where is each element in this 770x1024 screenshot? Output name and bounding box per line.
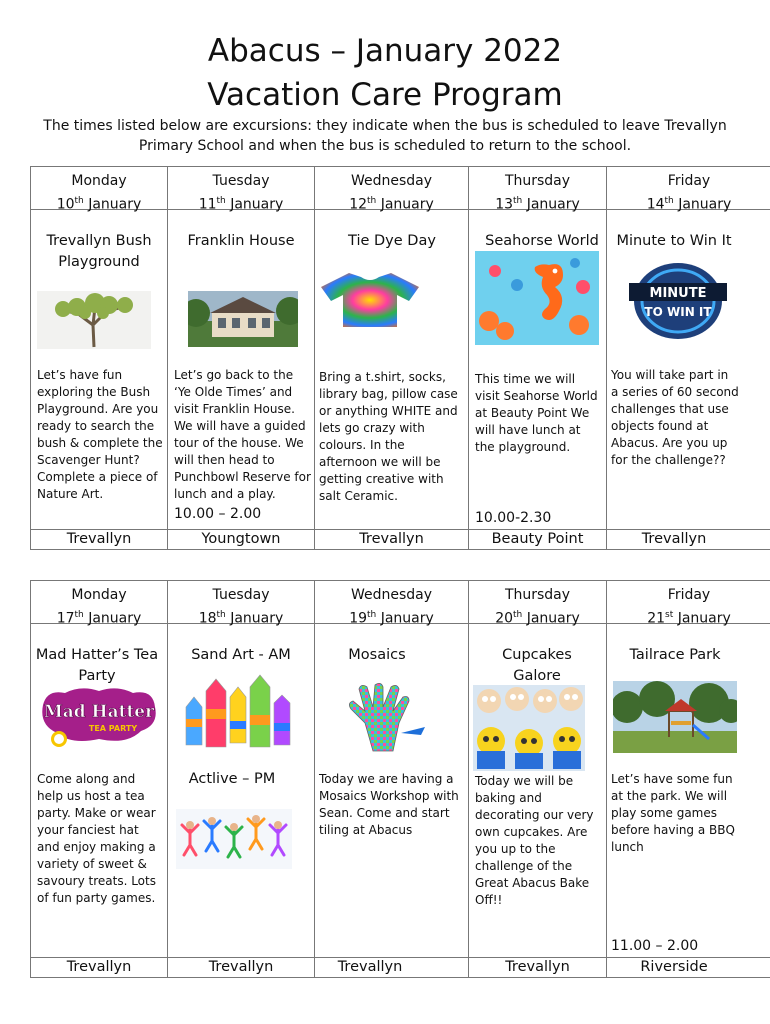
day-name: Wednesday	[350, 587, 433, 603]
day-name: Tuesday	[212, 173, 270, 189]
day-column-mon-17	[31, 581, 168, 977]
subtitle: The times listed below are excursions: they indicate when the bus is scheduled to leave Trevallyn Primary School and when the bus is scheduled to return to the school.	[43, 118, 727, 154]
location-label: Trevallyn	[359, 531, 424, 547]
activity-description: Let’s go back to the ‘Ye Olde Times’ and visit Franklin House. We will have a guided tour of the house. We will then head to Punchbowl Reserve for lunch and a play.	[174, 368, 311, 501]
day-name: Monday	[71, 173, 127, 189]
location-label: Trevallyn	[208, 959, 274, 975]
location-label: Trevallyn	[66, 531, 132, 547]
svg-text:MINUTE: MINUTE	[649, 286, 707, 301]
activity-title: Minute to Win It	[616, 233, 732, 249]
week1-table	[30, 166, 770, 550]
activity-title: Mad Hatter’s Tea Party	[35, 647, 159, 684]
day-column-fri-14	[607, 167, 770, 549]
day-date: 18th January	[198, 610, 284, 627]
day-name: Wednesday	[350, 173, 433, 189]
tea-party-logo-text: TEA PARTY	[88, 724, 138, 733]
activity-description: Let’s have fun exploring the Bush Playground. Are you ready to search the bush & complete the Scavenger Hunt? Complete a piece of Nature Art.	[37, 368, 163, 501]
location-label: Trevallyn	[66, 959, 132, 975]
day-name: Thursday	[504, 173, 571, 189]
location-label: Trevallyn	[641, 531, 707, 547]
mad-hatter-logo	[37, 685, 161, 751]
location-label: Beauty Point	[491, 531, 584, 547]
day-date: 12th January	[349, 196, 434, 213]
activity-description: This time we will visit Seahorse World at Beauty Point We will have lunch at the playground.	[475, 372, 598, 454]
day-column-tue-18	[168, 581, 315, 977]
park-image	[613, 681, 737, 753]
day-column-mon-10	[31, 167, 168, 549]
day-date: 19th January	[349, 610, 434, 627]
day-name: Thursday	[504, 587, 571, 603]
seahorse-image	[475, 251, 599, 345]
day-name: Friday	[667, 587, 711, 603]
day-name: Friday	[667, 173, 711, 189]
day-name: Monday	[71, 587, 127, 603]
mad-hatter-logo-text: Mad Hatter	[43, 702, 155, 722]
location-label: Youngtown	[201, 531, 281, 547]
activity-title: Tie Dye Day	[348, 233, 436, 249]
tie-dye-shirt-image	[319, 271, 421, 327]
activity-title-2: Actlive – PM	[188, 771, 276, 787]
svg-text:TO WIN IT: TO WIN IT	[644, 305, 712, 319]
day-column-wed-19	[315, 581, 469, 977]
location-label: Riverside	[640, 959, 708, 975]
activity-title: Mosaics	[348, 647, 406, 663]
activity-description: Today we are having a Mosaics Workshop with Sean. Come and start tiling at Abacus	[319, 772, 459, 837]
day-date: 10th January	[56, 196, 142, 213]
day-name: Tuesday	[212, 587, 270, 603]
activity-description: You will take part in a series of 60 second challenges that use objects found at Abacus. Are you up for the challenge??	[611, 368, 739, 467]
location-label: Trevallyn	[505, 959, 570, 975]
week2-table	[30, 580, 770, 978]
activity-description: Let’s have some fun at the park. We will play some games before having a BBQ lunch	[611, 772, 735, 854]
cupcakes-image	[473, 685, 585, 771]
house-image	[188, 291, 298, 347]
activity-title: Sand Art - AM	[191, 647, 291, 663]
day-column-tue-11	[168, 167, 315, 549]
activity-description: Bring a t.shirt, socks, library bag, pillow case or anything WHITE and lets go crazy with colours. In the afternoon we will be getting creative with salt Ceramic.	[319, 370, 458, 503]
day-date: 11th January	[198, 196, 284, 213]
time-label: 10.00 – 2.00	[174, 506, 262, 522]
jumping-kids-image	[176, 809, 292, 869]
day-date: 21st January	[647, 610, 731, 627]
activity-description: Come along and help us host a tea party. Make or wear your fanciest hat and enjoy making a variety of sweet & savoury treats. Lots of fun party games.	[37, 772, 156, 905]
day-date: 20th January	[495, 610, 580, 627]
day-column-wed-12	[315, 167, 469, 549]
activity-description: Today we will be baking and decorating our very own cupcakes. Are you up to the challenge of the Great Abacus Bake Off!!	[475, 774, 594, 907]
activity-title: Franklin House	[187, 233, 295, 249]
minute-to-win-it-logo	[625, 261, 731, 341]
time-label: 11.00 – 2.00	[611, 938, 699, 954]
day-column-fri-21	[607, 581, 770, 977]
day-date: 13th January	[495, 196, 580, 213]
day-date: 14th January	[646, 196, 732, 213]
tree-image	[37, 291, 151, 349]
activity-title: Seahorse World	[485, 233, 599, 249]
day-column-thu-20	[469, 581, 607, 977]
time-label: 10.00-2.30	[475, 510, 552, 526]
activity-title: Tailrace Park	[629, 647, 721, 663]
sand-art-image	[176, 667, 302, 751]
location-label: Trevallyn	[337, 959, 403, 975]
page-title-line1: Abacus – January 2022	[207, 33, 563, 69]
day-column-thu-13	[469, 167, 607, 549]
mosaic-hand-image	[341, 683, 431, 753]
day-date: 17th January	[56, 610, 142, 627]
activity-title: Cupcakes Galore	[502, 647, 572, 684]
activity-title: Trevallyn Bush Playground	[46, 233, 152, 270]
page-title-line2: Vacation Care Program	[207, 77, 563, 113]
